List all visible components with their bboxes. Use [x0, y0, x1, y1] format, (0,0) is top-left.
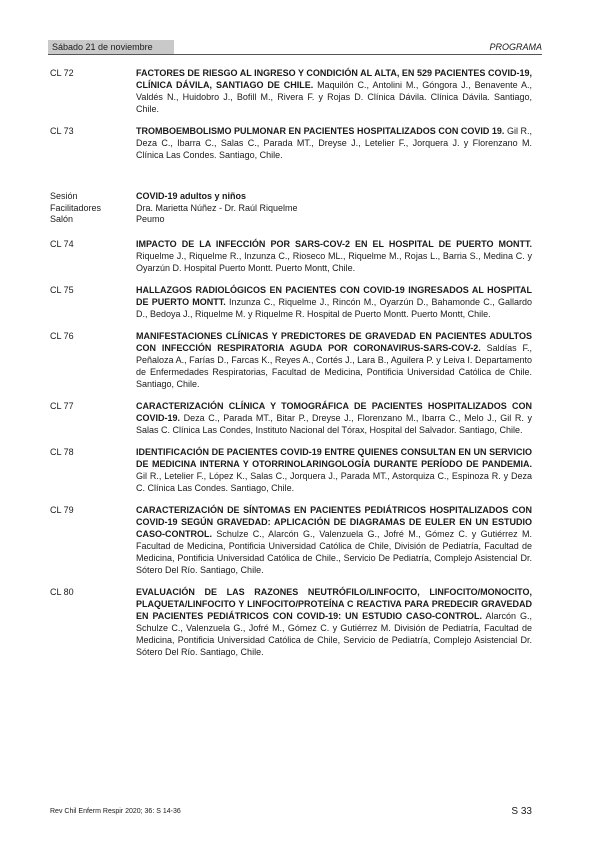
abstract-title: IDENTIFICACIÓN DE PACIENTES COVID-19 ENTRE QUIENES CONSULTAN EN UN SERVICIO DE MEDICINA INTERNA Y OTORRINOLARINGOLOGÍA DURANTE PERÍODO DE PANDEMIA.: [136, 446, 532, 469]
room-value: Peumo: [136, 214, 165, 224]
abstract-code: CL 73: [50, 126, 74, 136]
abstract-code: CL 79: [50, 504, 74, 515]
abstract-body: [136, 284, 532, 320]
header-section: PROGRAMA: [489, 42, 542, 52]
abstract-body: [136, 446, 532, 494]
abstract-title: CARACTERIZACIÓN CLÍNICA Y TOMOGRÁFICA DE PACIENTES HOSPITALIZADOS CON COVID-19.: [136, 400, 532, 423]
abstract-body: [136, 330, 532, 390]
abstract-entry: [50, 586, 532, 658]
abstract-entry: [50, 284, 532, 320]
facilitators-row: [50, 203, 532, 215]
abstract-authors: Alarcón G., Schulze C., Valenzuela G., Jofré M., Gómez C. y Gutiérrez M. División de Pediatría, Facultad de Medicina, Pontificia Universidad Católica de Chile, Servicio de Pediatría, Complejo Asistencial Dr. Sótero Del Río. Santiago, Chile.: [136, 610, 532, 657]
abstract-title: HALLAZGOS RADIOLÓGICOS EN PACIENTES CON COVID-19 INGRESADOS AL HOSPITAL DE PUERTO MONTT.: [136, 284, 532, 307]
facilitators-label: Facilitadores: [50, 202, 102, 213]
abstract-entry: [50, 400, 532, 436]
abstract-title: EVALUACIÓN DE LAS RAZONES NEUTRÓFILO/LINFOCITO, LINFOCITO/MONOCITO, PLAQUETA/LINFOCITO Y LINFOCITO/PROTEÍNA C REACTIVA PARA PREDECIR GRAVEDAD EN PACIENTES PEDIÁTRICOS CON COVID-19: UN ESTUDIO CASO-CONTROL.: [136, 586, 532, 621]
abstract-entry: [50, 504, 532, 576]
abstract-title: IMPACTO DE LA INFECCIÓN POR SARS-COV-2 EN EL HOSPITAL DE PUERTO MONTT.: [136, 238, 532, 249]
abstract-title: CARACTERIZACIÓN DE SÍNTOMAS EN PACIENTES PEDIÁTRICOS HOSPITALIZADOS CON COVID-19 SEGÚN GRAVEDAD: APLICACIÓN DE DIAGRAMAS DE EULER EN UN ESTUDIO CASO-CONTROL.: [136, 504, 532, 539]
session-title: COVID-19 adultos y niños: [136, 191, 247, 201]
abstract-list-top: [50, 67, 532, 161]
abstract-body: [136, 586, 532, 658]
abstract-authors: Gil R., Letelier F., López K., Salas C., Jorquera J., Parada MT., Astorquiza C., Espinoza R. y Deza C. Clínica Las Condes. Santiago, Chile.: [136, 470, 532, 493]
abstract-entry: [50, 446, 532, 494]
page-footer: [50, 806, 532, 818]
abstract-body: [136, 400, 532, 436]
room-row: [50, 214, 532, 226]
abstract-code: CL 78: [50, 446, 74, 457]
header-rule: [48, 54, 542, 55]
abstract-body: [136, 125, 532, 161]
abstract-code: CL 76: [50, 330, 74, 341]
abstract-entry: [50, 125, 532, 161]
header-date: Sábado 21 de noviembre: [48, 40, 174, 55]
abstract-authors: Inzunza C., Riquelme J., Rincón M., Oyarzún D., Bahamonde C., Gallardo D., Bedoya J., Riquelme M. y Riquelme R. Hospital de Puerto Montt. Puerto Montt, Chile.: [136, 296, 532, 319]
abstract-list: [50, 238, 532, 658]
abstract-title: MANIFESTACIONES CLÍNICAS Y PREDICTORES DE GRAVEDAD EN PACIENTES ADULTOS CON INFECCIÓN RESPIRATORIA AGUDA POR CORONAVIRUS-SARS-COV-2.: [136, 330, 532, 353]
room-label: Salón: [50, 214, 74, 224]
session-row: [50, 191, 532, 203]
abstract-code: CL 77: [50, 400, 74, 411]
abstract-code: CL 74: [50, 238, 74, 249]
abstract-entry: [50, 238, 532, 274]
session-block: [50, 191, 532, 226]
abstract-authors: Schulze C., Alarcón G., Valenzuela G., Jofré M., Gómez C. y Gutiérrez M. Facultad de Medicina, Pontificia Universidad Católica de Chile, División de Pediatría, Facultad de Medicina, Pontificia Universidad Católica de Chile., Servicio De Pediatría, Complejo Asistencial Dr. Sótero Del Río. Santiago, Chile.: [136, 528, 532, 575]
abstract-body: [136, 238, 532, 274]
page-number: S 33: [511, 806, 532, 817]
abstract-code: CL 72: [50, 68, 74, 78]
page-content: [50, 67, 532, 668]
abstract-title: TROMBOEMBOLISMO PULMONAR EN PACIENTES HOSPITALIZADOS CON COVID 19.: [136, 126, 505, 136]
abstract-body: [136, 504, 532, 576]
facilitators-value: Dra. Marietta Núñez - Dr. Raúl Riquelme: [136, 202, 298, 213]
abstract-authors: Deza C., Parada MT., Bitar P., Dreyse J., Florenzano M., Ibarra C., Melo J., Gil R. y Salas C. Clínica Las Condes, Instituto Nacional del Tórax, Hospital del Salvador. Santiago, Chile.: [136, 412, 532, 435]
abstract-code: CL 80: [50, 586, 74, 597]
abstract-entry: [50, 67, 532, 115]
journal-citation: Rev Chil Enferm Respir 2020; 36: S 14-36: [50, 808, 181, 815]
page-header: [48, 40, 542, 55]
abstract-authors: Riquelme J., Riquelme R., Inzunza C., Rioseco ML., Riquelme M., Rojas L., Barria S., Medina C. y Oyarzún D. Hospital Puerto Montt. Puerto Montt, Chile.: [136, 250, 532, 273]
abstract-authors: Saldías F., Peñaloza A., Farías D., Farcas K., Reyes A., Cortés J., Lara B., Aguilera P. y Leiva I. Departamento de Enfermedades Respiratorias, Facultad de Medicina, Pontificia Universidad Católica de Chile. Santiago, Chile.: [136, 342, 532, 389]
abstract-entry: [50, 330, 532, 390]
session-label: Sesión: [50, 191, 78, 201]
abstract-authors: Maquilón C., Antolini M., Góngora J., Benavente A., Valdés N., Huidobro J., Bofill M., Rivera F. y Rojas D. Clínica Dávila. Clínica Dávila. Santiago, Chile.: [136, 80, 533, 114]
abstract-body: [136, 67, 532, 115]
abstract-code: CL 75: [50, 284, 74, 295]
abstract-title: FACTORES DE RIESGO AL INGRESO Y CONDICIÓN AL ALTA, EN 529 PACIENTES COVID-19, CLÍNICA DÁVILA, SANTIAGO DE CHILE.: [136, 68, 532, 90]
abstract-authors: Gil R., Deza C., Ibarra C., Salas C., Parada MT., Dreyse J., Letelier F., Jorquera J. y Florenzano M. Clínica Las Condes. Santiago, Chile.: [136, 126, 532, 160]
